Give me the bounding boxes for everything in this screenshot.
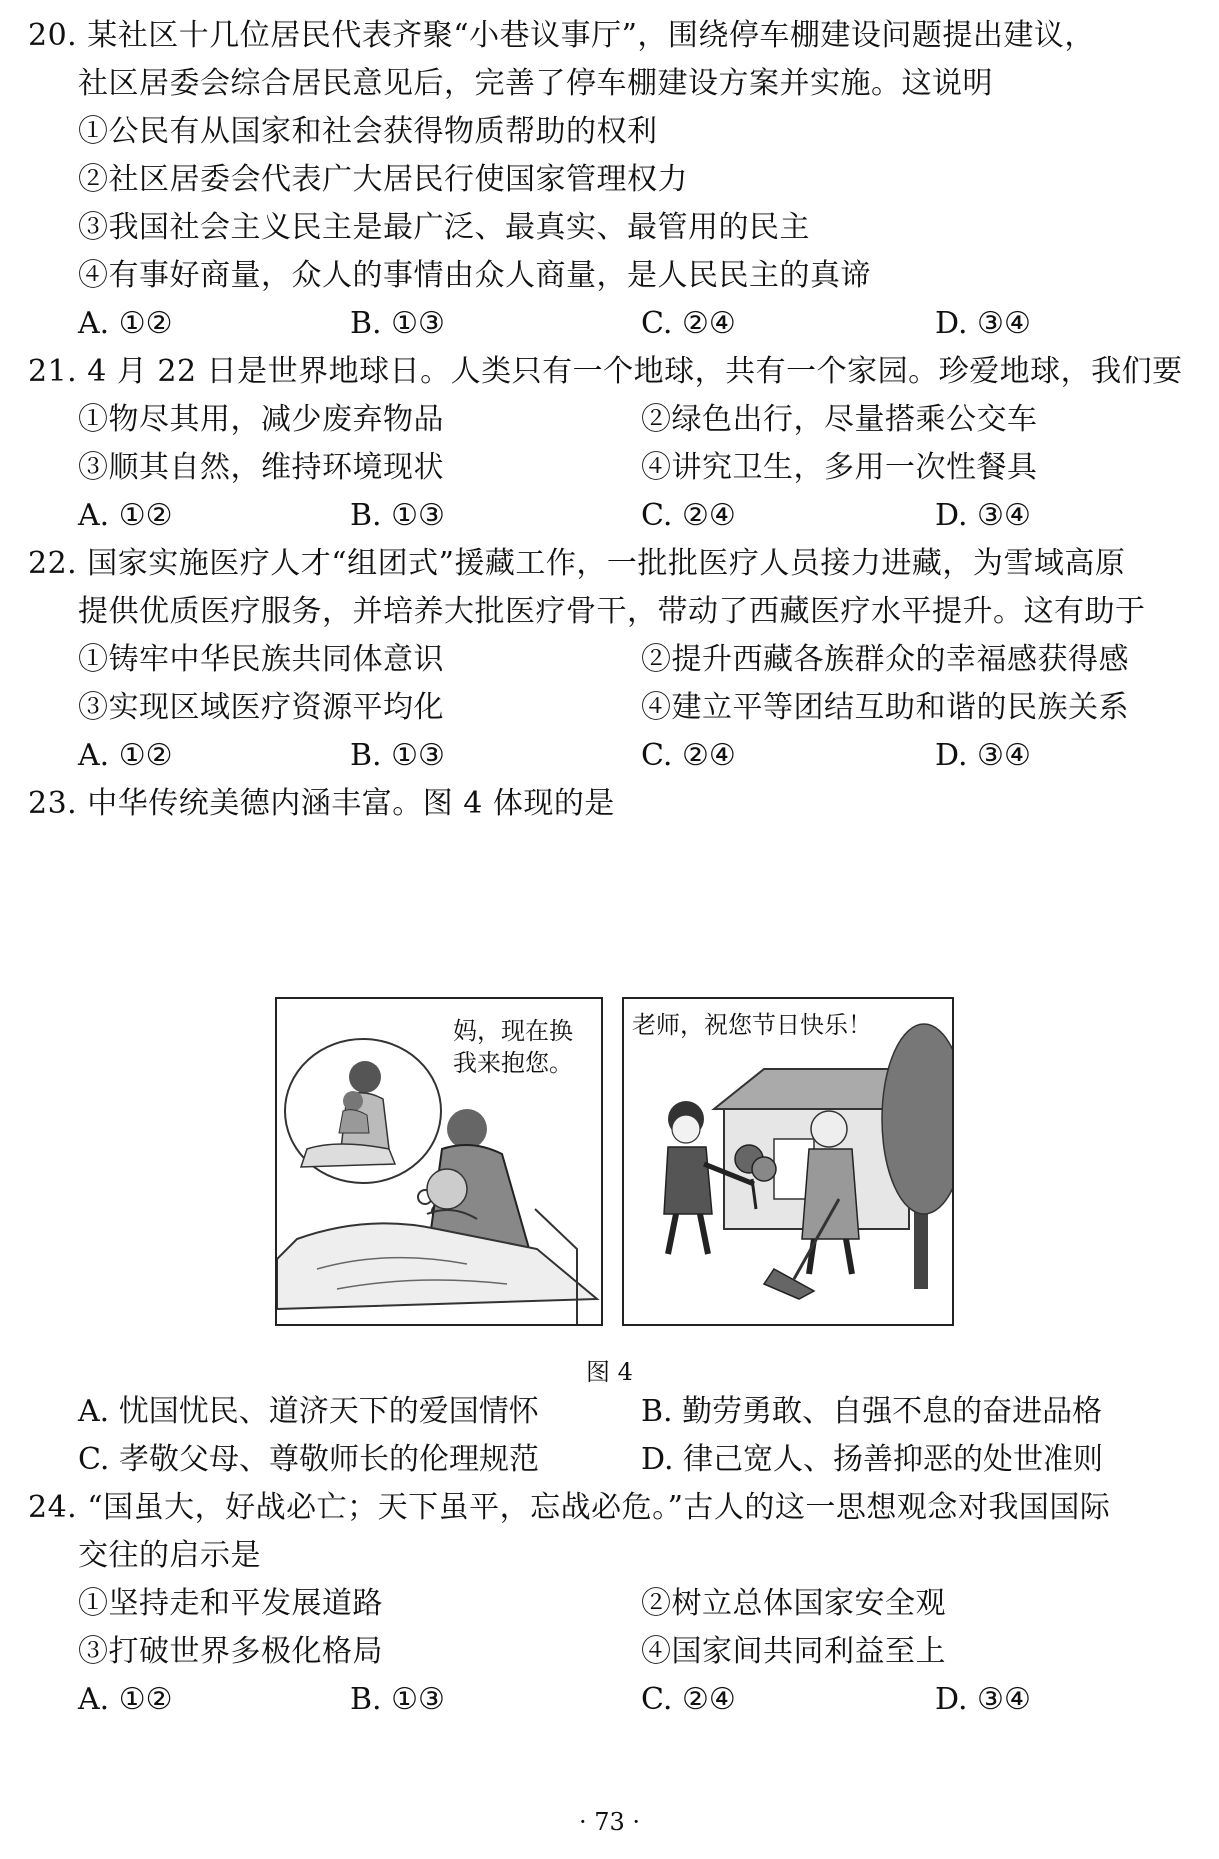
q20-stem-line2: 社区居委会综合居民意见后，完善了停车棚建设方案并实施。这说明 — [78, 66, 993, 101]
q24-option-c: C. ②④ — [641, 1682, 736, 1717]
q21-item-4: ④讲究卫生，多用一次性餐具 — [641, 450, 1038, 485]
q20-option-b: B. ①③ — [350, 306, 445, 341]
q21-item-2: ②绿色出行，尽量搭乘公交车 — [641, 402, 1038, 437]
q20-item-1: ①公民有从国家和社会获得物质帮助的权利 — [78, 114, 658, 149]
q20-option-a: A. ①② — [78, 306, 173, 341]
q22-item-1: ①铸牢中华民族共同体意识 — [78, 642, 444, 677]
q20-item-2: ②社区居委会代表广大居民行使国家管理权力 — [78, 162, 688, 197]
q21-option-d: D. ③④ — [935, 498, 1031, 533]
q20-option-d: D. ③④ — [935, 306, 1031, 341]
q20-stem-line1: 20. 某社区十几位居民代表齐聚“小巷议事厅”，围绕停车棚建设问题提出建议， — [28, 18, 1095, 53]
q24-option-b: B. ①③ — [350, 1682, 445, 1717]
q21-stem-line1: 21. 4 月 22 日是世界地球日。人类只有一个地球，共有一个家园。珍爱地球，我们要 — [28, 354, 1183, 389]
q22-option-a: A. ①② — [78, 738, 173, 773]
q24-option-a: A. ①② — [78, 1682, 173, 1717]
q22-item-4: ④建立平等团结互助和谐的民族关系 — [641, 690, 1129, 725]
figure4-caption: 图 4 — [586, 1358, 633, 1386]
q24-item-4: ④国家间共同利益至上 — [641, 1634, 946, 1669]
left-speech-line1: 妈，现在换 — [453, 1017, 573, 1045]
q22-item-2: ②提升西藏各族群众的幸福感获得感 — [641, 642, 1129, 677]
q22-item-3: ③实现区域医疗资源平均化 — [78, 690, 444, 725]
q24-stem-line2: 交往的启示是 — [78, 1538, 261, 1573]
q24-item-2: ②树立总体国家安全观 — [641, 1586, 946, 1621]
q22-stem-line2: 提供优质医疗服务，并培养大批医疗骨干，带动了西藏医疗水平提升。这有助于 — [78, 594, 1146, 629]
left-speech-line2: 我来抱您。 — [453, 1049, 573, 1077]
q23-option-c: C. 孝敬父母、尊敬师长的伦理规范 — [78, 1442, 539, 1477]
q24-item-1: ①坚持走和平发展道路 — [78, 1586, 383, 1621]
q20-item-3: ③我国社会主义民主是最广泛、最真实、最管用的民主 — [78, 210, 810, 245]
q21-option-b: B. ①③ — [350, 498, 445, 533]
greeting-teacher-illustration — [624, 999, 952, 1324]
q21-option-c: C. ②④ — [641, 498, 736, 533]
figure4-right-panel — [622, 997, 954, 1326]
q22-stem-line1: 22. 国家实施医疗人才“组团式”援藏工作，一批批医疗人员接力进藏，为雪域高原 — [28, 546, 1126, 581]
q24-option-d: D. ③④ — [935, 1682, 1031, 1717]
q23-stem-line1: 23. 中华传统美德内涵丰富。图 4 体现的是 — [28, 786, 615, 821]
q22-option-b: B. ①③ — [350, 738, 445, 773]
q23-option-d: D. 律己宽人、扬善抑恶的处世准则 — [641, 1442, 1104, 1477]
right-speech-text: 老师，祝您节日快乐！ — [632, 1011, 872, 1039]
q20-item-4: ④有事好商量，众人的事情由众人商量，是人民民主的真谛 — [78, 258, 871, 293]
page-number: · 73 · — [578, 1808, 641, 1836]
q23-option-b: B. 勤劳勇敢、自强不息的奋进品格 — [641, 1394, 1103, 1429]
figure4-left-panel — [275, 997, 603, 1326]
q21-item-3: ③顺其自然，维持环境现状 — [78, 450, 444, 485]
q22-option-d: D. ③④ — [935, 738, 1031, 773]
q24-item-3: ③打破世界多极化格局 — [78, 1634, 383, 1669]
q20-option-c: C. ②④ — [641, 306, 736, 341]
q22-option-c: C. ②④ — [641, 738, 736, 773]
q21-option-a: A. ①② — [78, 498, 173, 533]
q23-option-a: A. 忧国忧民、道济天下的爱国情怀 — [78, 1394, 539, 1429]
q21-item-1: ①物尽其用，减少废弃物品 — [78, 402, 444, 437]
q24-stem-line1: 24. “国虽大，好战必亡；天下虽平，忘战必危。”古人的这一思想观念对我国国际 — [28, 1490, 1111, 1525]
